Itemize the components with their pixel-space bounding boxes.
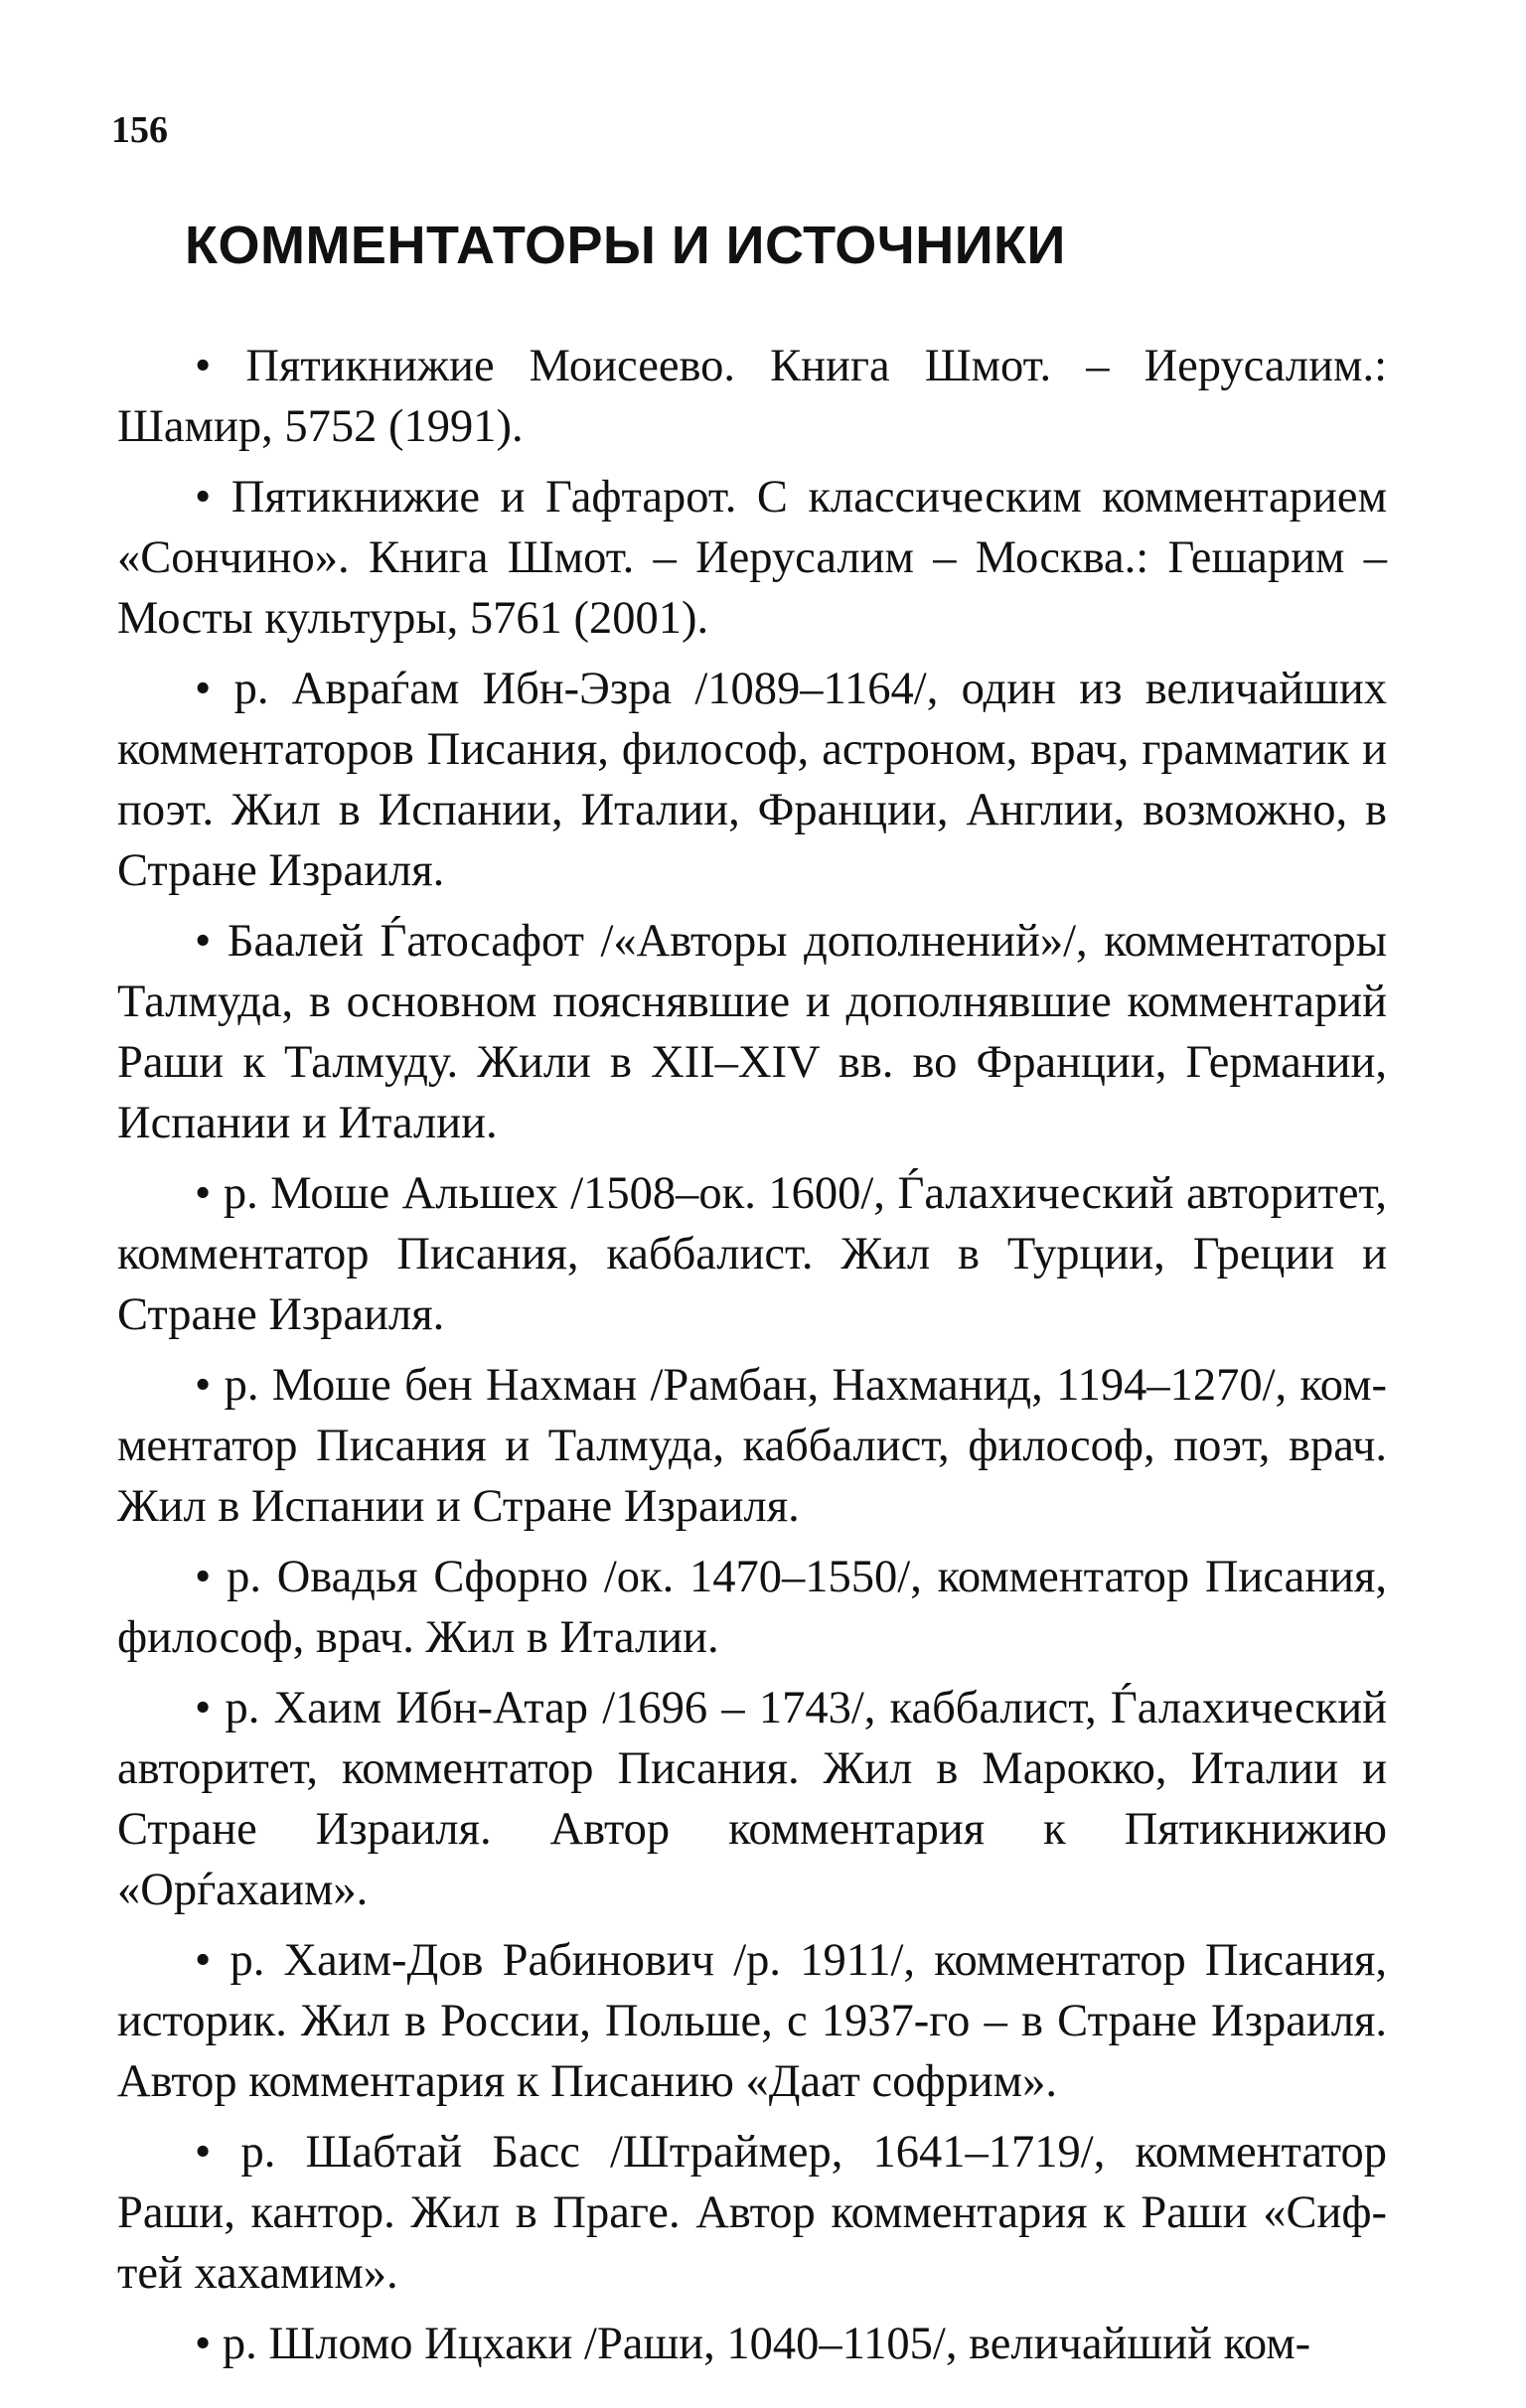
bullet: • — [195, 916, 212, 967]
bullet: • — [195, 1168, 212, 1219]
entry-text: р. Авраѓам Ибн-Эзра /1089–1164/, один из величайших комментаторов Писания, философ, астроном, врач, грамматик и поэт. Жил в Испании, Италии, Франции, Англии, возможно, в Стране Израиля. — [117, 664, 1388, 896]
list-item — [117, 1547, 1387, 1668]
list-item — [117, 1930, 1387, 2112]
page-number: 156 — [111, 109, 168, 151]
entry-text: Баалей Ѓатосафот /«Авторы дополнений»/, комментаторы Талмуда, в основном пояснявшие и дополнявшие комментарий Раши к Талмуду. Жили в XII–XIV вв. во Франции, Германии, Испании и Италии. — [117, 916, 1387, 1148]
entry-text: р. Шломо Ицхаки /Раши, 1040–1105/, величайший ком- — [222, 2319, 1311, 2369]
sources-list — [117, 336, 1387, 2384]
page-title: КОММЕНТАТОРЫ И ИСТОЧНИКИ — [185, 216, 1066, 275]
entry-text: р. Овадья Сфорно /ок. 1470–1550/, комментатор Писания, философ, врач. Жил в Италии. — [117, 1552, 1387, 1663]
entry-text: р. Хаим-Дов Рабинович /р. 1911/, комментатор Писания, историк. Жил в России, Польше, с 1937-го – в Стране Израиля. Автор комментария к Писанию «Даат софрим». — [117, 1935, 1387, 2107]
bullet: • — [195, 1552, 212, 1602]
list-item — [117, 1163, 1387, 1345]
entry-text: р. Моше Альшех /1508–ок. 1600/, Ѓалахический авторитет, комментатор Писания, каббалист. Жил в Турции, Греции и Стране Израиля. — [117, 1168, 1388, 1340]
bullet: • — [195, 664, 212, 714]
list-item — [117, 1355, 1387, 1537]
entry-text: р. Шабтай Басс /Штраймер, 1641–1719/, комментатор Раши, кантор. Жил в Праге. Автор комментария к Раши «Сифтей хахамим». — [117, 2127, 1388, 2299]
list-item — [117, 1678, 1387, 1920]
list-item — [117, 2122, 1387, 2304]
list-item — [117, 659, 1387, 901]
entry-text: Пятикнижие Моисеево. Книга Шмот. – Иерусалим.: Шамир, 5752 (1991). — [117, 341, 1387, 452]
entry-text: р. Моше бен Нахман /Рамбан, Нахманид, 1194–1270/, комментатор Писания и Талмуда, каббалист, философ, поэт, врач. Жил в Испании и Стране Израиля. — [117, 1360, 1388, 1532]
bullet: • — [195, 1935, 212, 1986]
entry-text: р. Хаим Ибн-Атар /1696 – 1743/, каббалист, Ѓалахический авторитет, комментатор Писания. Жил в Марокко, Италии и Стране Израиля. Автор комментария к Пятикнижию «Орѓахаим». — [117, 1683, 1388, 1915]
bullet: • — [195, 472, 212, 523]
entry-text: Пятикнижие и Гафтарот. С классическим комментарием «Сончино». Книга Шмот. – Иерусалим – Москва.: Гешарим – Мосты культуры, 5761 (2001). — [117, 472, 1387, 644]
bullet: • — [195, 341, 212, 391]
bullet: • — [195, 2127, 212, 2178]
bullet: • — [195, 1360, 212, 1411]
list-item — [117, 467, 1387, 649]
bullet: • — [195, 2319, 212, 2369]
list-item — [117, 911, 1387, 1153]
bullet: • — [195, 1683, 212, 1733]
list-item — [117, 2314, 1387, 2374]
list-item — [117, 336, 1387, 457]
